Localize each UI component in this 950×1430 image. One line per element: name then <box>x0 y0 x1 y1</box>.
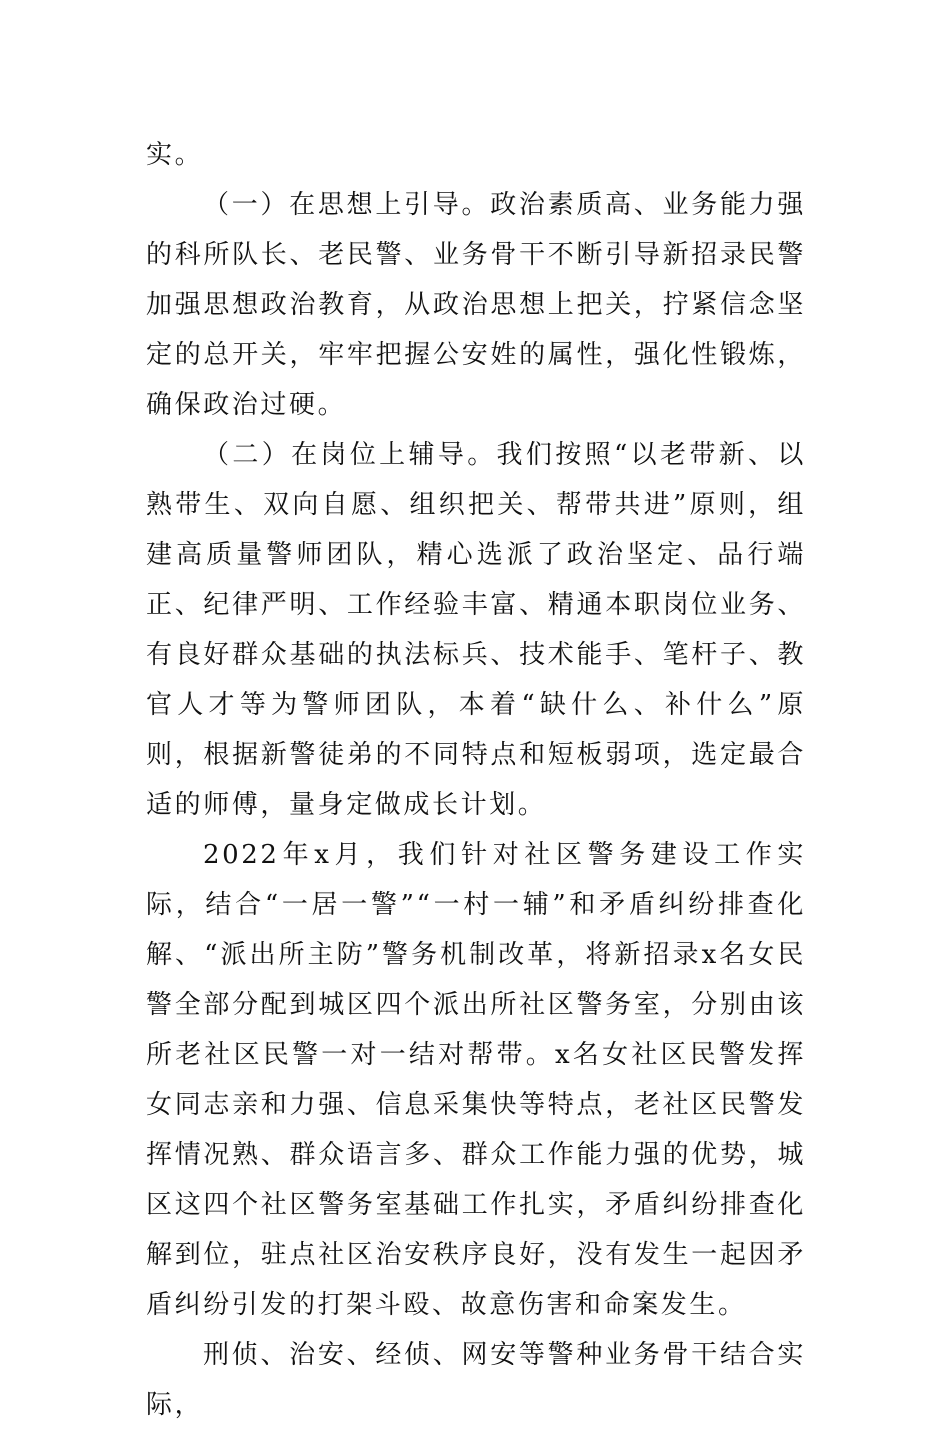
paragraph-ideological-guidance: （一）在思想上引导。政治素质高、业务能力强的科所队长、老民警、业务骨干不断引导新招录民警加强思想政治教育，从政治思想上把关，拧紧信念坚定的总开关，牢牢把握公安姓的属性，强化性锻炼，确保政治过硬。 <box>146 190 806 420</box>
paragraph-police-backbone: 刑侦、治安、经侦、网安等警种业务骨干结合实际， <box>146 1340 806 1420</box>
paragraph-continuation: 实。 <box>146 140 204 170</box>
paragraph-community-policing: 2022年x月，我们针对社区警务建设工作实际，结合“一居一警”“一村一辅”和矛盾纠纷排查化解、“派出所主防”警务机制改革，将新招录x名女民警全部分配到城区四个派出所社区警务室，分别由该所老社区民警一对一结对帮带。x名女社区民警发挥女同志亲和力强、信息采集快等特点，老社区民警发挥情况熟、群众语言多、群众工作能力强的优势，城区这四个社区警务室基础工作扎实，矛盾纠纷排查化解到位，驻点社区治安秩序良好，没有发生一起因矛盾纠纷引发的打架斗殴、故意伤害和命案发生。 <box>146 840 806 1320</box>
paragraph-post-mentoring: （二）在岗位上辅导。我们按照“以老带新、以熟带生、双向自愿、组织把关、帮带共进”原则，组建高质量警师团队，精心选派了政治坚定、品行端正、纪律严明、工作经验丰富、精通本职岗位业务、有良好群众基础的执法标兵、技术能手、笔杆子、教官人才等为警师团队，本着“缺什么、补什么”原则，根据新警徒弟的不同特点和短板弱项，选定最合适的师傅，量身定做成长计划。 <box>146 440 806 820</box>
document-body <box>146 130 806 1430</box>
